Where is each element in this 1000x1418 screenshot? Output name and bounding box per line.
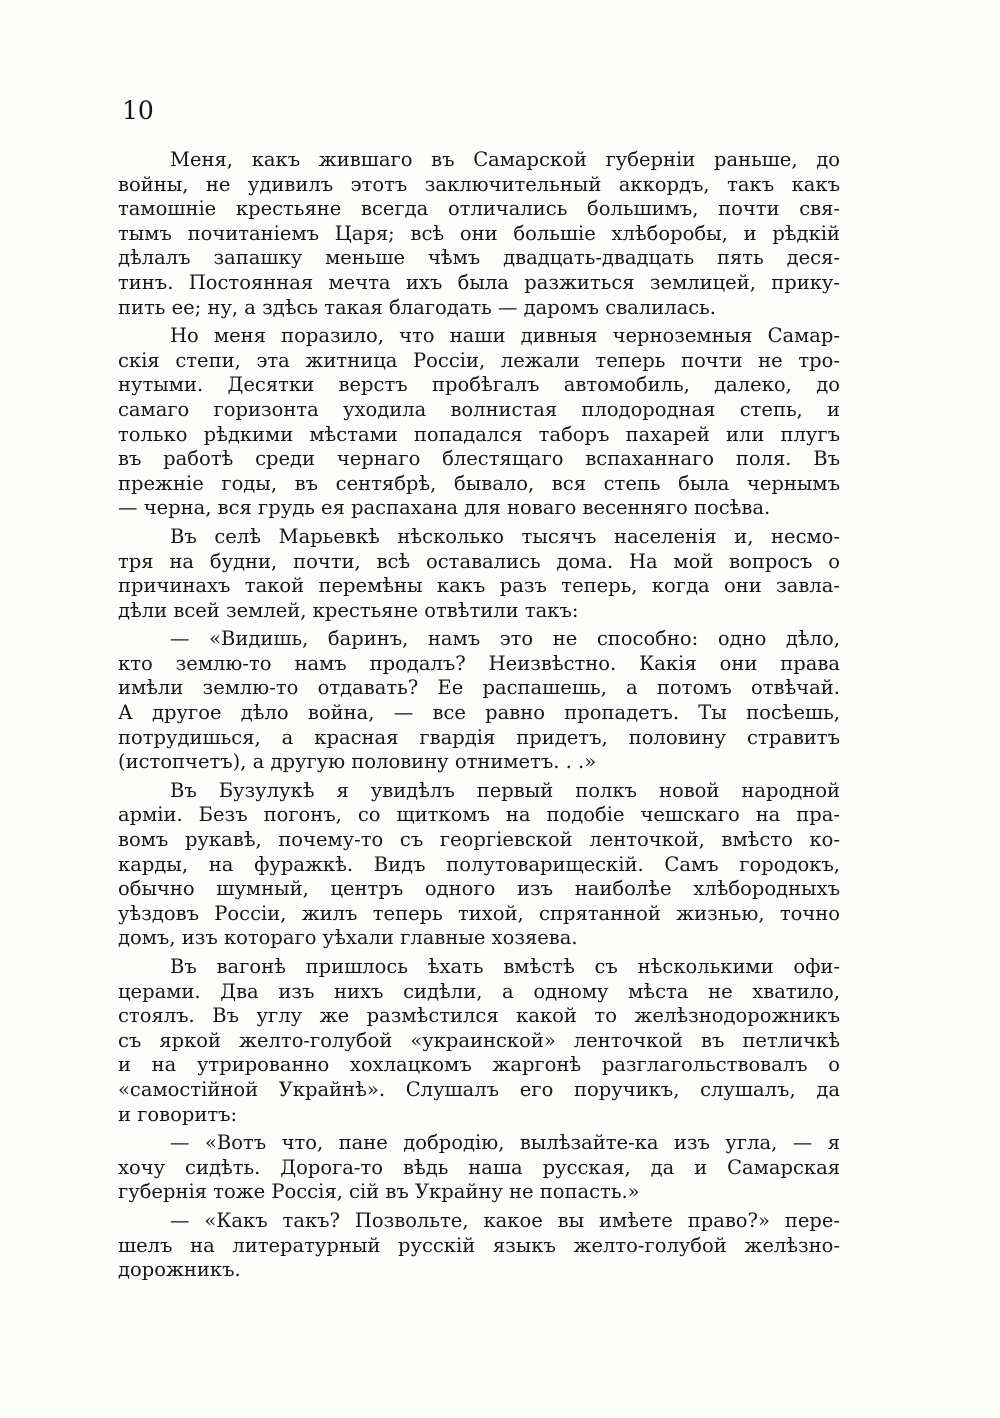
text-line: дорожникъ. (118, 1258, 241, 1282)
text-line: вомъ рукавѣ, почему-то съ георгіевской ленточкой, вмѣсто ко- (118, 828, 840, 852)
text-line: дѣлалъ запашку меньше чѣмъ двадцать-двадцать пять деся- (118, 246, 840, 270)
paragraph (118, 148, 840, 320)
text-line: только рѣдкими мѣстами попадался таборъ пахарей или плугъ (118, 422, 840, 446)
page-number: 10 (122, 96, 154, 125)
text-line: и на утрированно хохлацкомъ жаргонѣ разглагольствовалъ о (118, 1053, 840, 1077)
text-line: уѣздовъ Россіи, жилъ теперь тихой, спрятанной жизнью, точно (118, 901, 840, 925)
text-line: (истопчетъ), а другую половину отниметъ. . .» (118, 750, 597, 774)
text-line: имѣли землю-то отдавать? Ее распашешь, а потомъ отвѣчай. (118, 676, 840, 700)
text-line: арміи. Безъ погонъ, со щиткомъ на подобіе чешскаго на пра- (118, 803, 840, 827)
paragraph (118, 525, 840, 623)
text-line: — «Вотъ что, пане добродію, вылѣзайте-ка изъ угла, — я (170, 1131, 840, 1155)
body-text (118, 148, 840, 1287)
text-line: хочу сидѣть. Дорога-то вѣдь наша русская, да и Самарская (118, 1155, 840, 1179)
text-line: пить ее; ну, а здѣсь такая благодать — даромъ свалилась. (118, 295, 716, 319)
text-line: шелъ на литературный русскій языкъ желто-голубой желѣзно- (118, 1233, 840, 1257)
text-line: причинахъ такой перемѣны какъ разъ теперь, когда они завла- (118, 574, 840, 598)
text-line: потрудишься, а красная гвардія придетъ, половину стравитъ (118, 725, 840, 749)
text-line: домъ, изъ котораго уѣхали главные хозяева. (118, 926, 578, 950)
text-line: — «Видишь, баринъ, намъ это не способно: одно дѣло, (170, 627, 840, 651)
text-line: Въ селѣ Марьевкѣ нѣсколько тысячъ населенія и, несмо- (170, 524, 840, 548)
text-line: — черна, вся грудь ея распахана для новаго весенняго посѣва. (118, 496, 771, 520)
text-line: — «Какъ такъ? Позвольте, какое вы имѣете право?» пере- (170, 1208, 840, 1232)
paragraph (118, 1209, 840, 1283)
text-line: войны, не удивилъ этотъ заключительный аккордъ, такъ какъ (118, 172, 840, 196)
paragraph (118, 324, 840, 521)
text-line: обычно шумный, центръ одного изъ наиболѣе хлѣбородныхъ (118, 877, 840, 901)
text-line: въ работѣ среди чернаго блестящаго вспаханнаго поля. Въ (118, 447, 840, 471)
text-line: Въ Бузулукѣ я увидѣлъ первый полкъ новой народной (170, 778, 840, 802)
text-line: А другое дѣло война, — все равно пропадетъ. Ты посѣешь, (118, 701, 840, 725)
paragraph (118, 955, 840, 1127)
paragraph (118, 779, 840, 951)
text-line: съ яркой желто-голубой «украинской» ленточкой въ петличкѣ (118, 1028, 840, 1052)
text-line: «самостійной Украйнѣ». Слушалъ его поручикъ, слушалъ, да (118, 1077, 840, 1101)
paragraph (118, 1131, 840, 1205)
text-line: церами. Два изъ нихъ сидѣли, а одному мѣста не хватило, (118, 979, 840, 1003)
text-line: карды, на фуражкѣ. Видъ полутоварищескій. Самъ городокъ, (118, 852, 840, 876)
paragraph (118, 627, 840, 775)
text-line: тинъ. Постоянная мечта ихъ была разжиться землицей, прику- (118, 270, 840, 294)
text-line: тамошніе крестьяне всегда отличались большимъ, почти свя- (118, 197, 840, 221)
text-line: тря на будни, почти, всѣ оставались дома. На мой вопросъ о (118, 549, 840, 573)
text-line: Но меня поразило, что наши дивныя черноземныя Самар- (170, 324, 840, 348)
text-line: самаго горизонта уходила волнистая плодородная степь, и (118, 397, 840, 421)
text-line: Меня, какъ жившаго въ Самарской губерніи раньше, до (170, 148, 840, 171)
text-line: дѣли всей землей, крестьяне отвѣтили такъ: (118, 598, 579, 622)
text-line: прежніе годы, въ сентябрѣ, бывало, вся степь была чернымъ (118, 471, 840, 495)
text-line: скія степи, эта житница Россіи, лежали теперь почти не тро- (118, 348, 840, 372)
text-line: стоялъ. Въ углу же размѣстился какой то желѣзнодорожникъ (118, 1004, 840, 1028)
text-line: и говоритъ: (118, 1102, 238, 1126)
text-line: Въ вагонѣ пришлось ѣхать вмѣстѣ съ нѣсколькими офи- (170, 955, 840, 978)
text-line: кто землю-то намъ продалъ? Неизвѣстно. Какія они права (118, 651, 840, 675)
text-line: губернія тоже Россія, сій въ Украйну не попасть.» (118, 1180, 640, 1204)
text-line: нутыми. Десятки верстъ пробѣгалъ автомобиль, далеко, до (118, 373, 840, 397)
text-line: тымъ почитаніемъ Царя; всѣ они большіе хлѣборобы, и рѣдкій (118, 221, 840, 245)
